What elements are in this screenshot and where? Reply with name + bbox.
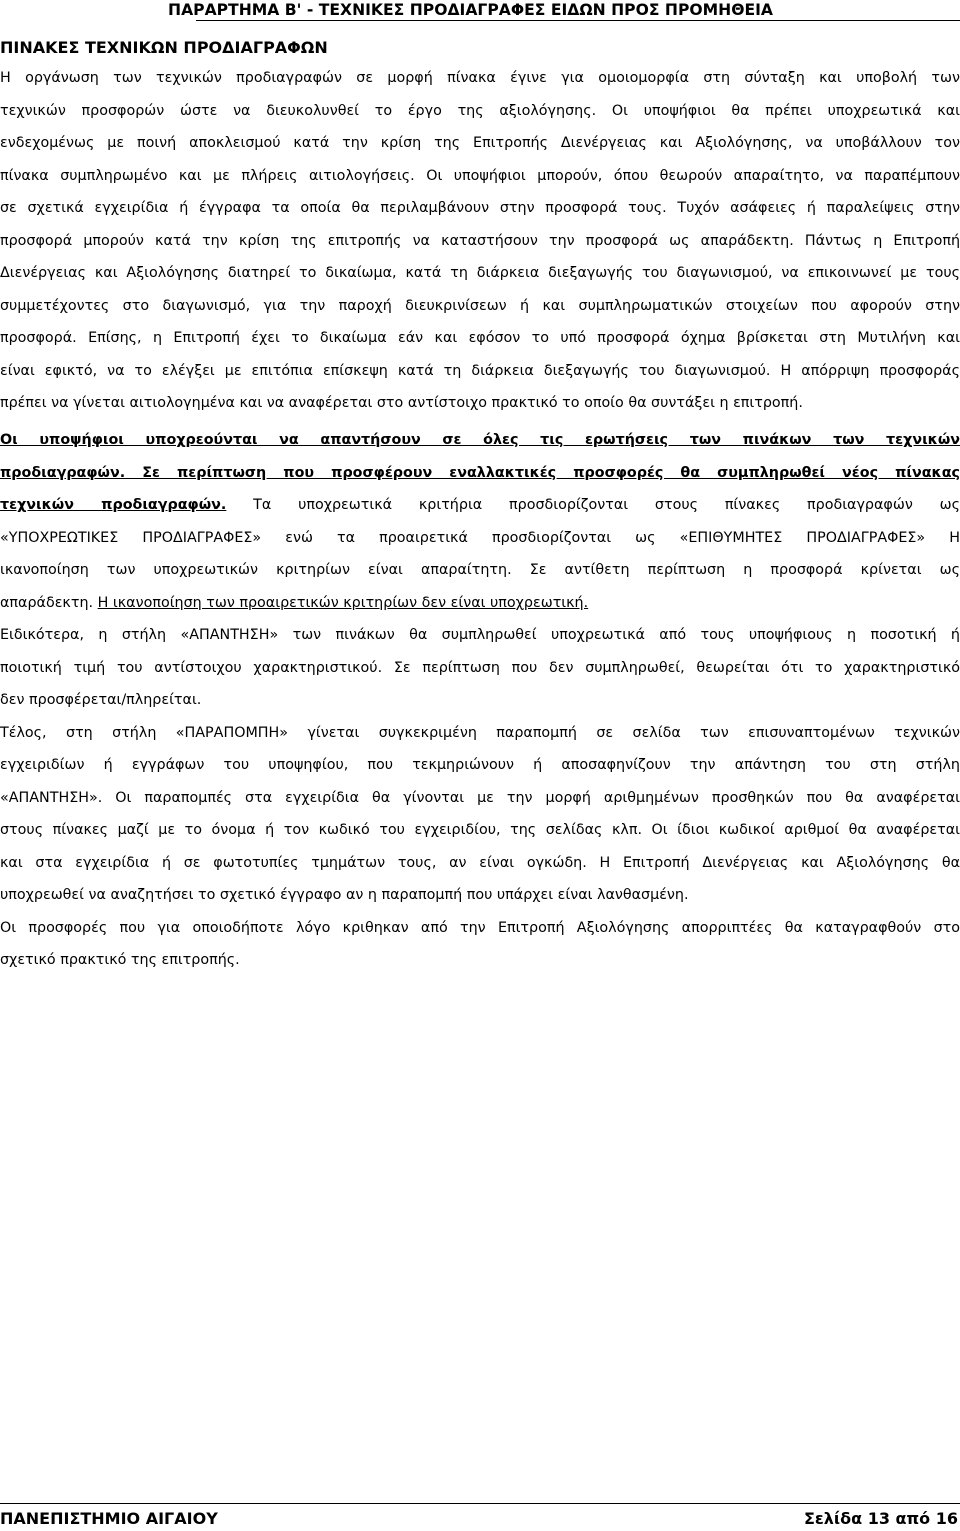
text-span: απαράδεκτη. <box>0 594 98 611</box>
text-line: συμμετέχοντες στο διαγωνισμό, για την παροχή διευκρινίσεων ή και συμπληρωματικών στοιχείων που αφορούν στην <box>0 297 960 314</box>
text-line: Ειδικότερα, η στήλη «ΑΠΑΝΤΗΣΗ» των πινάκων θα συμπληρωθεί υποχρεωτικά από τους υποψήφιους η ποσοτική ή <box>0 627 960 643</box>
text-line: και στα εγχειρίδια ή σε φωτοτυπίες τμημάτων τους, αν είναι ογκώδη. Η Επιτροπή Διενέργειας και Αξιολόγησης θα <box>0 854 960 871</box>
footer-institution: ΠΑΝΕΠΙΣΤΗΜΙΟ ΑΙΓΑΙΟΥ <box>0 1509 218 1528</box>
paragraph-details <box>0 619 960 977</box>
text-line: ενδεχομένως με ποινή αποκλεισμού κατά την κρίση της Επιτροπής Διενέργειας και Αξιολόγησης, να υποβάλλουν τον <box>0 135 960 151</box>
page-header-title: ΠΑΡΑΡΤΗΜΑ Β' - ΤΕΧΝΙΚΕΣ ΠΡΟΔΙΑΓΡΑΦΕΣ ΕΙΔΩΝ ΠΡΟΣ ΠΡΟΜΗΘΕΙΑ <box>168 1 773 19</box>
text-line: σχετικό πρακτικό της επιτροπής. <box>0 952 240 968</box>
text-line: «ΥΠΟΧΡΕΩΤΙΚΕΣ ΠΡΟΔΙΑΓΡΑΦΕΣ» ενώ τα προαιρετικά προσδιορίζονται ως «ΕΠΙΘΥΜΗΤΕΣ ΠΡΟΔΙΑΓΡΑΦΕΣ» Η <box>0 529 960 546</box>
text-line: ικανοποίηση των υποχρεωτικών κριτηρίων είναι απαραίτητη. Σε αντίθετη περίπτωση η προσφορά κρίνεται ως <box>0 562 960 578</box>
text-line: πίνακα συμπληρωμένο και με πλήρεις αιτιολογήσεις. Οι υποψήφιοι μπορούν, όπου θεωρούν απαραίτητο, να παραπέμπουν <box>0 167 960 184</box>
text-line: σε σχετικά εγχειρίδια ή έγγραφα τα οποία θα περιλαμβάνουν στην προσφορά τους. Τυχόν ασάφειες ή παραλείψεις στην <box>0 200 960 216</box>
text-line: υποχρεωθεί να αναζητήσει το σχετικό έγγραφο αν η παραπομπή που υπάρχει είναι λανθασμένη. <box>0 887 689 903</box>
footer-page-number: Σελίδα 13 από 16 <box>803 1509 958 1528</box>
text-line: πρέπει να γίνεται αιτιολογημένα και να αναφέρεται στο αντίστοιχο πρακτικό το οποίο θα συντάξει η επιτροπή. <box>0 395 803 411</box>
text-line: δεν προσφέρεται/πληρείται. <box>0 692 202 708</box>
text-line <box>0 489 960 522</box>
text-line: τεχνικών προσφορών ώστε να διευκολυνθεί το έργο της αξιολόγησης. Οι υποψήφιοι θα πρέπει υποχρεωτικά και <box>0 102 960 119</box>
section-title: ΠΙΝΑΚΕΣ ΤΕΧΝΙΚΩΝ ΠΡΟΔΙΑΓΡΑΦΩΝ <box>0 38 328 57</box>
text-line: Η οργάνωση των τεχνικών προδιαγραφών σε μορφή πίνακα έγινε για ομοιομορφία στη σύνταξη και υποβολή των <box>0 70 960 86</box>
text-line: στους πίνακες μαζί με το όνομα ή τον κωδικό του εγχειριδίου, της σελίδας κλπ. Οι ίδιοι κωδικοί αριθμοί θα αναφέρεται <box>0 822 960 838</box>
text-span: Τα υποχρεωτικά κριτήρια προσδιορίζονται στους πίνακες προδιαγραφών ως <box>226 497 960 513</box>
text-line: Διενέργειας και Αξιολόγησης διατηρεί το δικαίωμα, κατά τη διάρκεια διεξαγωγής του διαγωνισμού, να επικοινωνεί με τους <box>0 265 960 281</box>
paragraph-intro <box>0 62 960 420</box>
paragraph-requirements <box>0 424 960 619</box>
text-line: «ΑΠΑΝΤΗΣΗ». Οι παραπομπές στα εγχειρίδια θα γίνονται με την μορφή αριθμημένων προσθηκών που θα αναφέρεται <box>0 789 960 806</box>
text-line <box>0 587 960 620</box>
text-line: Τέλος, στη στήλη «ΠΑΡΑΠΟΜΠΗ» γίνεται συγκεκριμένη παραπομπή σε σελίδα των επισυναπτομένων τεχνικών <box>0 724 960 741</box>
underlined-text: Η ικανοποίηση των προαιρετικών κριτηρίων δεν είναι υποχρεωτική. <box>97 594 589 611</box>
bold-underlined-line: Οι υποψήφιοι υποχρεούνται να απαντήσουν σε όλες τις ερωτήσεις των πινάκων των τεχνικών <box>0 432 960 448</box>
bold-underlined-line: προδιαγραφών. Σε περίπτωση που προσφέρουν εναλλακτικές προσφορές θα συμπληρωθεί νέος πίνακας <box>0 464 960 481</box>
text-line: εγχειριδίων ή εγγράφων του υποψηφίου, που τεκμηριώνουν ή αποσαφηνίζουν την απάντηση του στη στήλη <box>0 757 960 773</box>
text-line: είναι εφικτό, να το ελέγξει με επιτόπια επίσκεψη κατά τη διάρκεια διεξαγωγής του διαγωνισμού. Η απόρριψη προσφοράς <box>0 362 960 379</box>
bold-underlined-text: τεχνικών προδιαγραφών. <box>0 497 227 513</box>
text-line: Οι προσφορές που για οποιοδήποτε λόγο κριθηκαν από την Επιτροπή Αξιολόγησης απορριπτέες θα καταγραφθούν στο <box>0 919 960 936</box>
footer-rule <box>0 1503 960 1504</box>
text-line: ποιοτική τιμή του αντίστοιχου χαρακτηριστικού. Σε περίπτωση που δεν συμπληρωθεί, θεωρείται ότι το χαρακτηριστικό <box>0 659 960 676</box>
text-line: προσφορά μπορούν κατά την κρίση της επιτροπής να καταστήσουν την προσφορά ως απαράδεκτη. Πάντως η Επιτροπή <box>0 232 960 249</box>
text-line: προσφορά. Επίσης, η Επιτροπή έχει το δικαίωμα εάν και εφόσον το υπό προσφορά όχημα βρίσκεται στη Μυτιλήνη και <box>0 330 960 346</box>
